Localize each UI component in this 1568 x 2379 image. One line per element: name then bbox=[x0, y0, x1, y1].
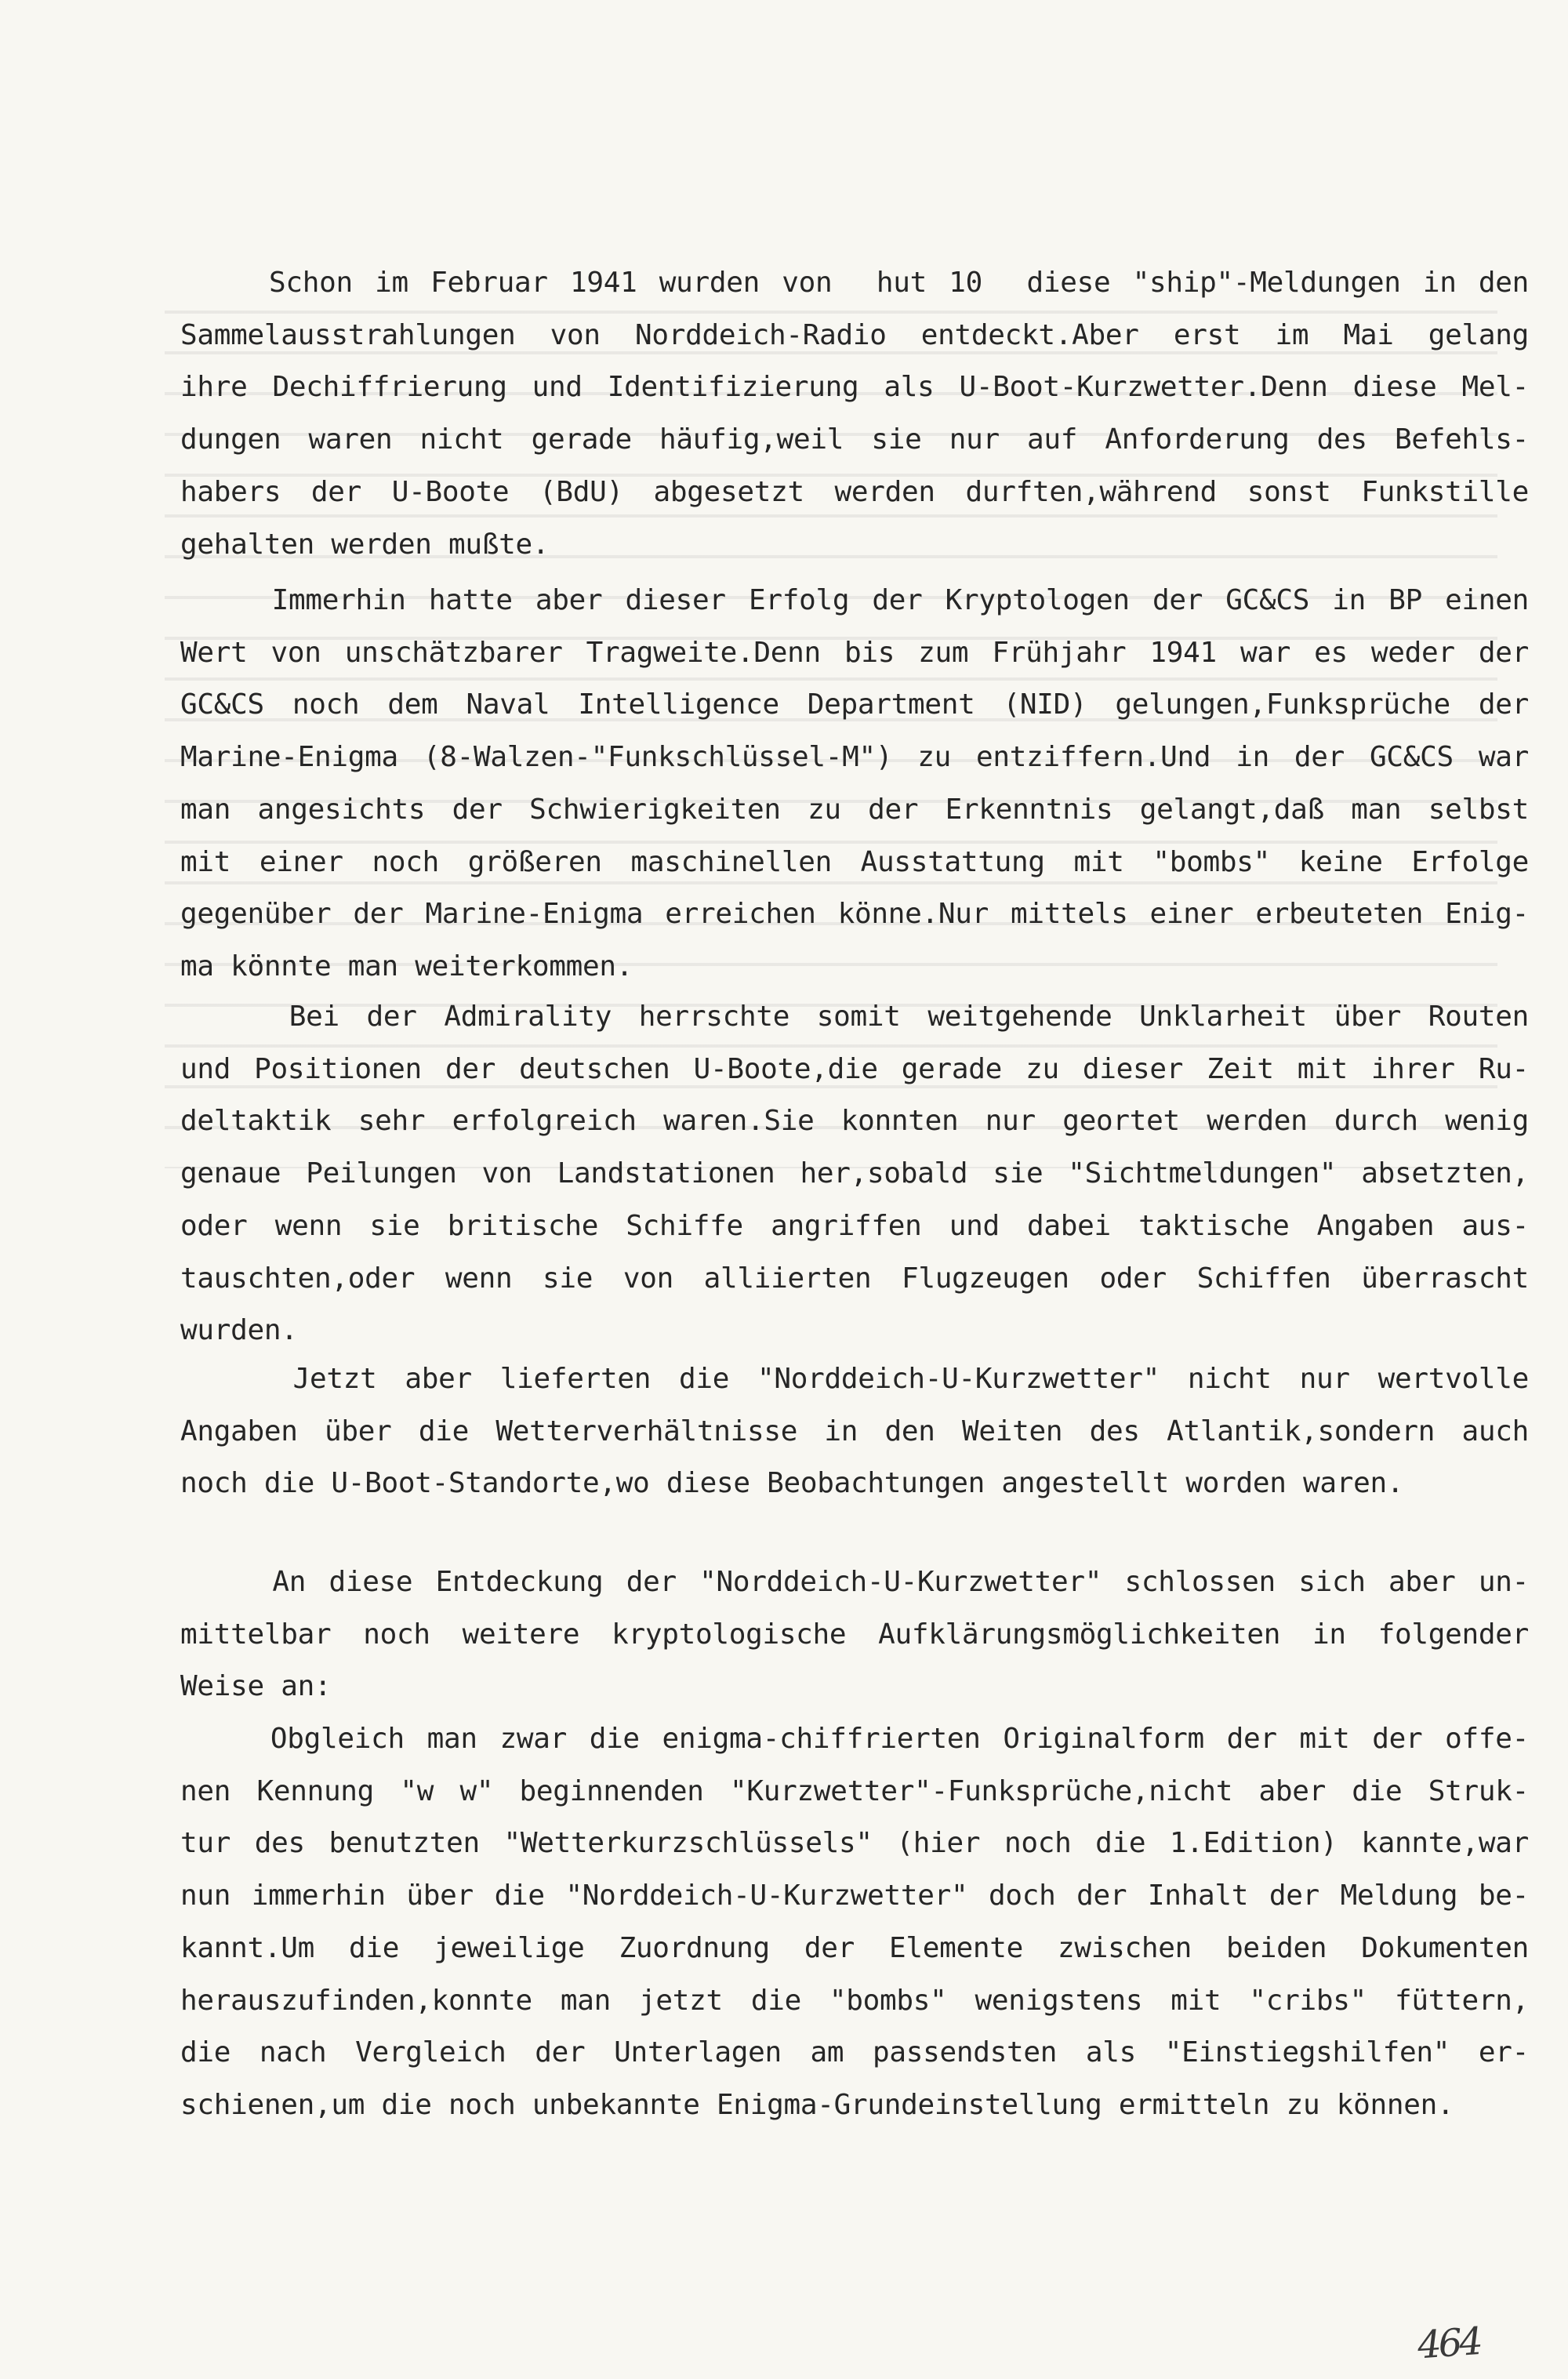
paragraph-6 bbox=[180, 1713, 1529, 2132]
text-line: noch die U-Boot-Standorte,wo diese Beobachtungen angestellt worden waren. bbox=[180, 1467, 1404, 1500]
text-line: gehalten werden mußte. bbox=[180, 528, 550, 561]
text-line: und Positionen der deutschen U-Boote,die gerade zu dieser Zeit mit ihrer Ru- bbox=[180, 1052, 1529, 1085]
text-line: mit einer noch größeren maschinellen Ausstattung mit "bombs" keine Erfolge bbox=[180, 845, 1529, 878]
paragraph-1 bbox=[180, 257, 1529, 571]
text-line: Obgleich man zwar die enigma-chiffrierten Originalform der mit der offe- bbox=[180, 1723, 1529, 1755]
paragraph-3 bbox=[180, 991, 1529, 1357]
text-line: Marine-Enigma (8-Walzen-"Funkschlüssel-M") zu entziffern.Und in der GC&CS war bbox=[180, 741, 1529, 774]
text-line: Immerhin hatte aber dieser Erfolg der Kryptologen der GC&CS in BP einen bbox=[180, 584, 1529, 616]
text-line: genaue Peilungen von Landstationen her,sobald sie "Sichtmeldungen" absetzten, bbox=[180, 1157, 1529, 1190]
page-number: 464 bbox=[1416, 2319, 1482, 2368]
text-line: herauszufinden,konnte man jetzt die "bombs" wenigstens mit "cribs" füttern, bbox=[180, 1984, 1529, 2017]
text-line: schienen,um die noch unbekannte Enigma-Grundeinstellung ermitteln zu können. bbox=[180, 2088, 1454, 2121]
text-line: man angesichts der Schwierigkeiten zu der Erkenntnis gelangt,daß man selbst bbox=[180, 793, 1529, 826]
text-line: tauschten,oder wenn sie von alliierten Flugzeugen oder Schiffen überrascht bbox=[180, 1262, 1529, 1295]
paragraph-4 bbox=[180, 1353, 1529, 1510]
paragraph-5 bbox=[180, 1556, 1529, 1713]
text-line: kannt.Um die jeweilige Zuordnung der Elemente zwischen beiden Dokumenten bbox=[180, 1931, 1529, 1964]
text-line: Schon im Februar 1941 wurden von hut 10 diese "ship"-Meldungen in den bbox=[180, 267, 1529, 299]
text-line: deltaktik sehr erfolgreich waren.Sie konnten nur geortet werden durch wenig bbox=[180, 1105, 1529, 1138]
paragraph-2 bbox=[180, 575, 1529, 993]
text-line: gegenüber der Marine-Enigma erreichen könne.Nur mittels einer erbeuteten Enig- bbox=[180, 898, 1529, 931]
text-line: Bei der Admirality herrschte somit weitgehende Unklarheit über Routen bbox=[180, 1001, 1529, 1033]
text-line: tur des benutzten "Wetterkurzschlüssels" (hier noch die 1.Edition) kannte,war bbox=[180, 1827, 1529, 1860]
text-line: mittelbar noch weitere kryptologische Aufklärungsmöglichkeiten in folgender bbox=[180, 1618, 1529, 1651]
text-line: oder wenn sie britische Schiffe angriffen und dabei taktische Angaben aus- bbox=[180, 1209, 1529, 1242]
text-line: An diese Entdeckung der "Norddeich-U-Kurzwetter" schlossen sich aber un- bbox=[180, 1566, 1529, 1598]
text-line: habers der U-Boote (BdU) abgesetzt werden durften,während sonst Funkstille bbox=[180, 475, 1529, 508]
text-line: ihre Dechiffrierung und Identifizierung als U-Boot-Kurzwetter.Denn diese Mel- bbox=[180, 371, 1529, 404]
text-line: GC&CS noch dem Naval Intelligence Department (NID) gelungen,Funksprüche der bbox=[180, 688, 1529, 721]
text-line: ma könnte man weiterkommen. bbox=[180, 950, 633, 982]
text-line: Angaben über die Wetterverhältnisse in den Weiten des Atlantik,sondern auch bbox=[180, 1415, 1529, 1447]
text-line: wurden. bbox=[180, 1314, 298, 1347]
text-line: nun immerhin über die "Norddeich-U-Kurzwetter" doch der Inhalt der Meldung be- bbox=[180, 1880, 1529, 1912]
text-line: Weise an: bbox=[180, 1670, 332, 1703]
text-line: dungen waren nicht gerade häufig,weil sie nur auf Anforderung des Befehls- bbox=[180, 423, 1529, 456]
text-line: Jetzt aber lieferten die "Norddeich-U-Kurzwetter" nicht nur wertvolle bbox=[180, 1363, 1529, 1395]
text-line: Wert von unschätzbarer Tragweite.Denn bis zum Frühjahr 1941 war es weder der bbox=[180, 636, 1529, 669]
text-line: die nach Vergleich der Unterlagen am passendsten als "Einstiegshilfen" er- bbox=[180, 2036, 1529, 2069]
text-line: Sammelausstrahlungen von Norddeich-Radio entdeckt.Aber erst im Mai gelang bbox=[180, 318, 1529, 351]
text-line: nen Kennung "w w" beginnenden "Kurzwetter"-Funksprüche,nicht aber die Struk- bbox=[180, 1774, 1529, 1807]
